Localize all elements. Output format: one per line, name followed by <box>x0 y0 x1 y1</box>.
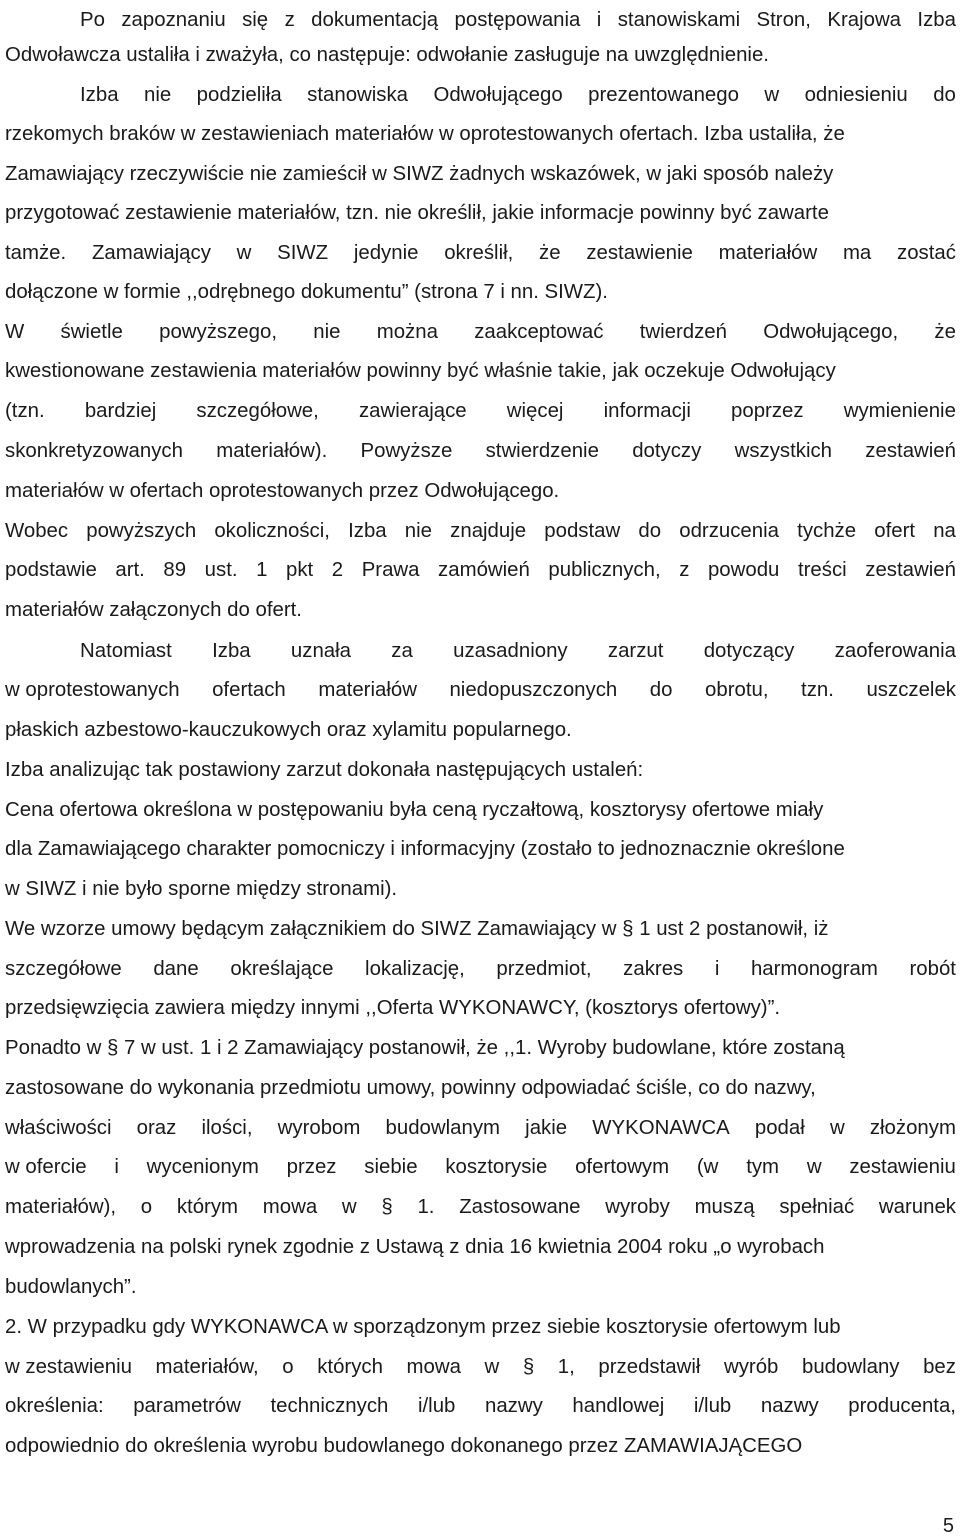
word: warunek <box>878 1196 956 1218</box>
word: z <box>679 559 690 581</box>
word: kosztorysie <box>445 1156 548 1178</box>
word: tzn. <box>801 679 834 701</box>
word: muszą <box>694 1196 755 1218</box>
word: uzasadniony <box>453 640 568 662</box>
word: i <box>596 9 602 31</box>
word: i <box>714 958 720 980</box>
word: więcej <box>506 400 564 422</box>
word: w <box>341 1196 357 1218</box>
text-line <box>80 0 956 40</box>
word: dotyczy <box>632 440 702 462</box>
word: na <box>933 520 956 542</box>
word: publicznych, <box>548 559 661 581</box>
word: można <box>376 321 438 343</box>
word: materiałów, <box>155 1356 259 1378</box>
text-line <box>5 154 833 194</box>
word: w <box>806 1156 822 1178</box>
word: i/lub <box>417 1395 456 1417</box>
word: powyższych <box>86 520 197 542</box>
word: Zamawiający rzeczywiście nie zamieścił w SIWZ żadnych wskazówek, w jaki sposób należy <box>5 163 834 185</box>
word: do <box>638 520 662 542</box>
word: oraz <box>136 1117 177 1139</box>
word: materiałów załączonych do ofert. <box>5 599 302 621</box>
word: zestawień <box>865 559 956 581</box>
word: przez <box>286 1156 337 1178</box>
word: w <box>829 1117 845 1139</box>
word: stanowiskami <box>617 9 741 31</box>
word: wprowadzenia na polski rynek zgodnie z Ustawą z dnia 16 kwietnia 2004 roku „o wyrobach <box>5 1236 825 1258</box>
word: odpowiednio do określenia wyrobu budowlanego dokonanego przez ZAMAWIAJĄCEGO <box>5 1435 803 1457</box>
word: dołączone w formie ,,odrębnego dokumentu” (strona 7 i nn. SIWZ). <box>5 281 608 303</box>
word: Stron, <box>756 9 811 31</box>
text-line <box>5 829 845 869</box>
word: niedopuszczonych <box>449 679 618 701</box>
word: dane <box>153 958 199 980</box>
word: We wzorze umowy będącym załącznikiem do SIWZ Zamawiający w § 1 ust 2 postanowił, iż <box>5 918 829 940</box>
word: podał <box>754 1117 805 1139</box>
word: za <box>391 640 413 662</box>
word: Natomiast <box>80 640 172 662</box>
word: odniesieniu <box>804 84 908 106</box>
page-number: 5 <box>942 1515 954 1537</box>
word: uznała <box>290 640 351 662</box>
word: w ofercie <box>5 1156 87 1178</box>
word: Krajowa <box>827 9 902 31</box>
text-line <box>5 1068 816 1108</box>
word: okoliczności, <box>214 520 330 542</box>
word: harmonogram <box>750 958 878 980</box>
word: zestawienie <box>586 242 693 264</box>
word: dotyczący <box>703 640 795 662</box>
word: zostać <box>897 242 956 264</box>
text-line <box>5 114 845 154</box>
text-line <box>5 1227 824 1267</box>
word: Odwołującego <box>433 84 563 106</box>
word: zestawieniu <box>849 1156 956 1178</box>
word: płaskich azbestowo-kauczukowych oraz xylamitu popularnego. <box>5 719 572 741</box>
word: Zamawiający <box>91 242 211 264</box>
word: znajduje <box>450 520 527 542</box>
word: wymienienie <box>843 400 956 422</box>
text-line <box>5 1386 956 1426</box>
word: postępowania <box>454 9 581 31</box>
word: nie <box>144 84 172 106</box>
word: 89 <box>163 559 187 581</box>
word: 1, <box>557 1356 575 1378</box>
word: § <box>522 1356 535 1378</box>
word: świetle <box>60 321 123 343</box>
word: w SIWZ i nie było sporne między stronami). <box>5 878 398 900</box>
word: § <box>381 1196 393 1218</box>
word: podzieliła <box>196 84 282 106</box>
word: Izba <box>212 640 251 662</box>
word: Izba <box>917 9 956 31</box>
word: właściwości <box>5 1117 112 1139</box>
word: parametrów <box>133 1395 241 1417</box>
word: Prawa <box>361 559 420 581</box>
word: spełniać <box>779 1196 855 1218</box>
word: bardziej <box>84 400 157 422</box>
text-line <box>5 1108 956 1148</box>
word: lokalizację, <box>365 958 465 980</box>
text-line <box>5 988 780 1028</box>
word: wyrobom <box>277 1117 361 1139</box>
word: którym <box>176 1196 239 1218</box>
word: powodu <box>707 559 780 581</box>
word: ofertach <box>212 679 286 701</box>
word: skonkretyzowanych <box>5 440 183 462</box>
word: zaoferowania <box>834 640 956 662</box>
word: Ponadto w § 7 w ust. 1 i 2 Zamawiający postanowił, że ,,1. Wyroby budowlane, które zostaną <box>5 1037 845 1059</box>
word: 2. W przypadku gdy WYKONAWCA w sporządzonym przez siebie kosztorysie ofertowym lub <box>5 1316 841 1338</box>
word: przedstawił <box>598 1356 701 1378</box>
word: Wobec <box>5 520 69 542</box>
text-line <box>80 631 956 671</box>
word: materiałów <box>718 242 818 264</box>
word: rzekomych braków w zestawieniach materiałów w oprotestowanych ofertach. Izba ustaliła, że <box>5 123 845 145</box>
word: do <box>933 84 956 106</box>
word: informacji <box>603 400 691 422</box>
word: zakres <box>623 958 684 980</box>
word: stanowiska <box>307 84 409 106</box>
word: bez <box>923 1356 956 1378</box>
word: dla Zamawiającego charakter pomocniczy i informacyjny (zostało to jednoznacznie określone <box>5 838 845 860</box>
word: Po <box>80 9 105 31</box>
word: podstaw <box>544 520 621 542</box>
word: złożonym <box>869 1117 956 1139</box>
word: w <box>764 84 780 106</box>
word: wszystkich <box>734 440 833 462</box>
word: się <box>242 9 269 31</box>
word: przedsięwzięcia zawiera między innymi ,,Oferta WYKONAWCY, (kosztorys ofertowy)”. <box>5 997 781 1019</box>
text-line <box>5 312 956 352</box>
word: ma <box>842 242 872 264</box>
text-line <box>5 1267 136 1307</box>
word: dokumentacją <box>311 9 439 31</box>
word: do <box>649 679 673 701</box>
word: budowlany <box>802 1356 900 1378</box>
word: obrotu, <box>705 679 769 701</box>
word: 1. <box>417 1196 435 1218</box>
word: (tzn. <box>5 400 45 422</box>
text-line <box>5 1347 956 1387</box>
word: wyrób <box>724 1356 779 1378</box>
word: zestawień <box>865 440 956 462</box>
word: Izba <box>80 84 119 106</box>
text-line <box>5 431 956 471</box>
word: ofertowym <box>575 1156 670 1178</box>
word: 2 <box>331 559 344 581</box>
word: tychże <box>797 520 857 542</box>
word: stwierdzenie <box>485 440 599 462</box>
text-line <box>5 869 397 909</box>
text-line <box>5 193 829 233</box>
word: W <box>5 321 25 343</box>
word: nazwy <box>760 1395 819 1417</box>
word: określenia: <box>5 1395 104 1417</box>
word: Odwołującego, <box>763 321 899 343</box>
word: wyroby <box>605 1196 670 1218</box>
word: prezentowanego <box>588 84 739 106</box>
word: pkt <box>286 559 314 581</box>
word: handlowej <box>572 1395 665 1417</box>
text-line <box>5 272 608 312</box>
word: z <box>284 9 295 31</box>
text-line <box>5 233 956 273</box>
word: jedynie <box>353 242 419 264</box>
word: budowlanym <box>385 1117 501 1139</box>
word: powyższego, <box>159 321 277 343</box>
word: określające <box>230 958 334 980</box>
word: szczegółowe, <box>196 400 319 422</box>
text-line <box>5 35 769 75</box>
word: siebie <box>364 1156 418 1178</box>
word: że <box>934 321 956 343</box>
word: robót <box>909 958 956 980</box>
word: uszczelek <box>866 679 956 701</box>
word: twierdzeń <box>639 321 727 343</box>
word: materiałów <box>318 679 417 701</box>
word: zapoznaniu <box>121 9 226 31</box>
word: wycenionym <box>146 1156 259 1178</box>
text-line <box>5 750 643 790</box>
text-line <box>5 391 956 431</box>
word: zamówień <box>438 559 530 581</box>
word: materiałów). <box>216 440 328 462</box>
word: o <box>140 1196 153 1218</box>
word: materiałów w ofertach oprotestowanych przez Odwołującego. <box>5 480 560 502</box>
word: 1 <box>256 559 268 581</box>
text-line <box>5 471 559 511</box>
word: że <box>539 242 561 264</box>
word: przedmiot, <box>496 958 592 980</box>
word: ofert <box>874 520 916 542</box>
word: mowa <box>406 1356 461 1378</box>
word: nazwy <box>485 1395 543 1417</box>
word: podstawie <box>5 559 97 581</box>
word: technicznych <box>270 1395 389 1417</box>
text-line <box>5 670 956 710</box>
word: przygotować zestawienie materiałów, tzn. nie określił, jakie informacje powinny być zawarte <box>5 202 829 224</box>
text-line <box>80 75 956 115</box>
word: i/lub <box>693 1395 732 1417</box>
word: zarzut <box>607 640 664 662</box>
text-line <box>5 1307 841 1347</box>
word: o <box>282 1356 294 1378</box>
word: w <box>236 242 252 264</box>
text-line <box>5 1028 845 1068</box>
text-line <box>5 710 572 750</box>
word: Zastosowane <box>459 1196 581 1218</box>
word: nie <box>313 321 341 343</box>
word: Odwoławcza ustaliła i zważyła, co następuje: odwołanie zasługuje na uwzględnienie. <box>5 44 769 66</box>
text-line <box>5 1187 956 1227</box>
text-line <box>5 909 828 949</box>
word: Cena ofertowa określona w postępowaniu była ceną ryczałtową, kosztorysy ofertowe miały <box>5 799 824 821</box>
text-line <box>5 351 836 391</box>
word: określił, <box>444 242 514 264</box>
word: odrzucenia <box>679 520 779 542</box>
word: nie <box>404 520 432 542</box>
word: jakie <box>525 1117 568 1139</box>
word: art. <box>115 559 145 581</box>
word: tym <box>746 1156 780 1178</box>
text-line <box>5 590 302 630</box>
text-line <box>5 550 956 590</box>
word: producenta, <box>848 1395 956 1417</box>
word: (w <box>696 1156 719 1178</box>
text-line <box>5 1147 956 1187</box>
word: w oprotestowanych <box>5 679 180 701</box>
word: WYKONAWCA <box>592 1117 730 1139</box>
text-line <box>5 511 956 551</box>
word: szczegółowe <box>5 958 122 980</box>
word: budowlanych”. <box>5 1276 137 1298</box>
word: kwestionowane zestawienia materiałów powinny być właśnie takie, jak oczekuje Odwołujący <box>5 360 836 382</box>
text-line <box>5 949 956 989</box>
word: ust. <box>204 559 238 581</box>
word: zastosowane do wykonania przedmiotu umowy, powinny odpowiadać ściśle, co do nazwy, <box>5 1077 816 1099</box>
word: SIWZ <box>277 242 329 264</box>
word: tamże. <box>5 242 67 264</box>
word: poprzez <box>731 400 804 422</box>
word: Izba analizując tak postawiony zarzut dokonała następujących ustaleń: <box>5 759 644 781</box>
text-line <box>5 790 823 830</box>
word: zawierające <box>358 400 467 422</box>
word: w zestawieniu <box>5 1356 132 1378</box>
text-line <box>5 1426 802 1466</box>
word: Izba <box>348 520 387 542</box>
word: treści <box>797 559 847 581</box>
word: materiałów), <box>5 1196 117 1218</box>
word: mowa <box>262 1196 318 1218</box>
word: ilości, <box>201 1117 253 1139</box>
word: Powyższe <box>360 440 453 462</box>
word: których <box>317 1356 383 1378</box>
word: zaakceptować <box>474 321 604 343</box>
word: w <box>484 1356 500 1378</box>
word: i <box>114 1156 119 1178</box>
